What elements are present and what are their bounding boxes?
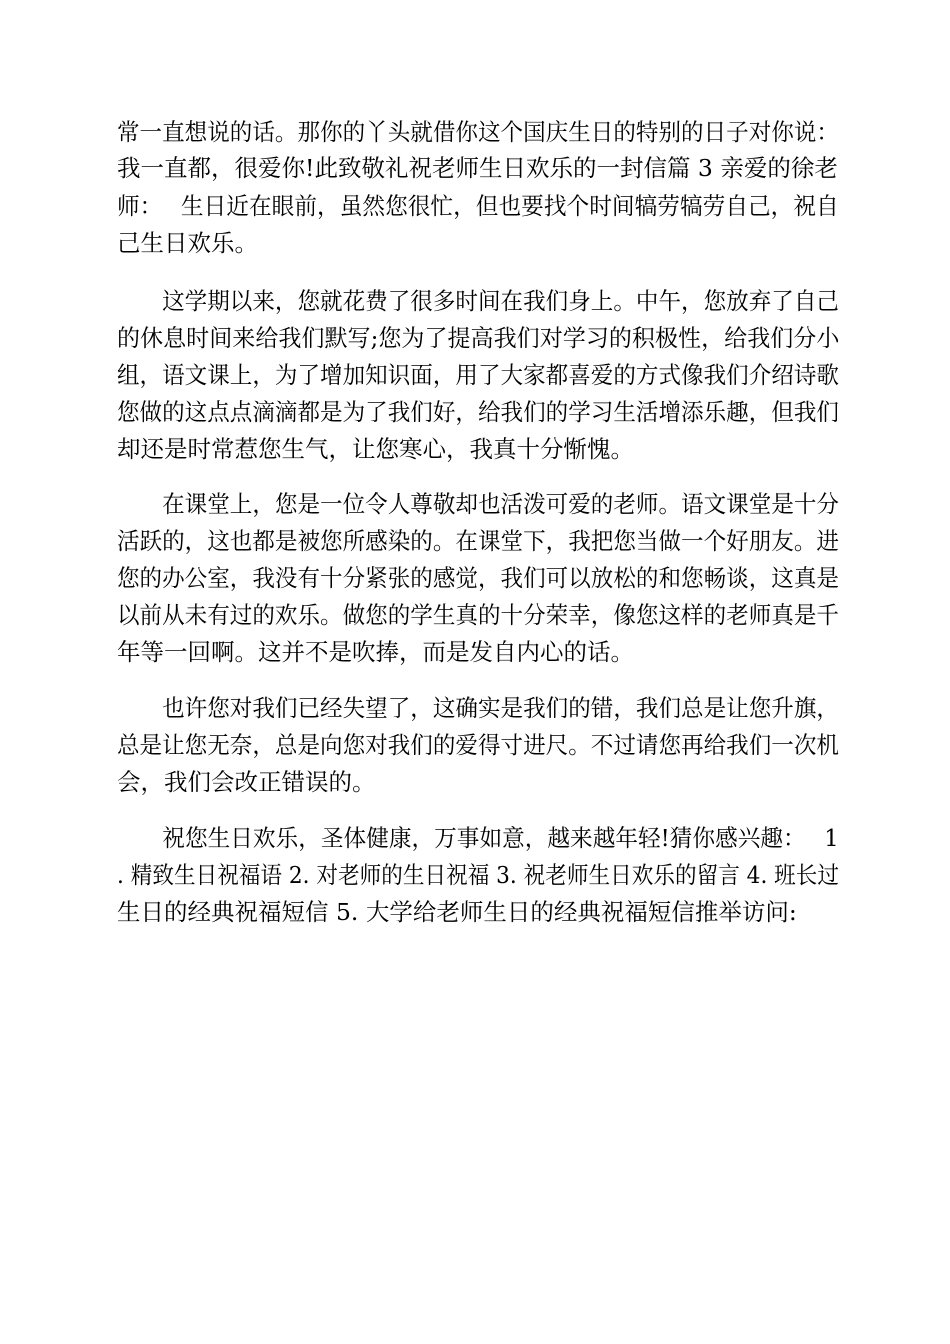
text-line: 祝您生日欢乐，圣体健康，万事如意，越来越年轻!猜你感兴趣： 1: [117, 824, 839, 852]
text-line: 您做的这点点滴滴都是为了我们好，给我们的学习生活增添乐趣，但我们: [117, 398, 839, 426]
text-line: 会，我们会改正错误的。: [117, 768, 376, 796]
text-line: 在课堂上，您是一位令人尊敬却也活泼可爱的老师。语文课堂是十分: [117, 490, 839, 518]
text-line: . 精致生日祝福语 2. 对老师的生日祝福 3. 祝老师生日欢乐的留言 4. 班长过: [117, 861, 840, 889]
text-line: 您的办公室，我没有十分紧张的感觉，我们可以放松的和您畅谈，这真是: [117, 564, 839, 592]
text-line: 总是让您无奈，总是向您对我们的爱得寸进尺。不过请您再给我们一次机: [117, 731, 839, 759]
text-line: 也许您对我们已经失望了，这确实是我们的错，我们总是让您升旗，: [117, 694, 839, 722]
text-line: 生日的经典祝福短信 5. 大学给老师生日的经典祝福短信推举访问:: [117, 898, 797, 926]
text-line: 己生日欢乐。: [117, 229, 258, 257]
text-line: 组，语文课上，为了增加知识面，用了大家都喜爱的方式像我们介绍诗歌: [117, 361, 839, 389]
text-line: 我一直都，很爱你!此致敬礼祝老师生日欢乐的一封信篇 3 亲爱的徐老: [117, 154, 838, 182]
text-line: 的休息时间来给我们默写;您为了提高我们对学习的积极性，给我们分小: [117, 324, 840, 352]
text-line: 师： 生日近在眼前，虽然您很忙，但也要找个时间犒劳犒劳自己，祝自: [117, 192, 839, 220]
text-line: 常一直想说的话。那你的丫头就借你这个国庆生日的特别的日子对你说：: [117, 118, 839, 146]
text-line: 以前从未有过的欢乐。做您的学生真的十分荣幸，像您这样的老师真是千: [117, 601, 839, 629]
text-line: 这学期以来，您就花费了很多时间在我们身上。中午，您放弃了自己: [117, 287, 839, 315]
text-line: 年等一回啊。这并不是吹捧，而是发自内心的话。: [117, 638, 634, 666]
text-line: 活跃的，这也都是被您所感染的。在课堂下，我把您当做一个好朋友。进: [117, 527, 839, 555]
text-line: 却还是时常惹您生气，让您寒心，我真十分惭愧。: [117, 435, 634, 463]
